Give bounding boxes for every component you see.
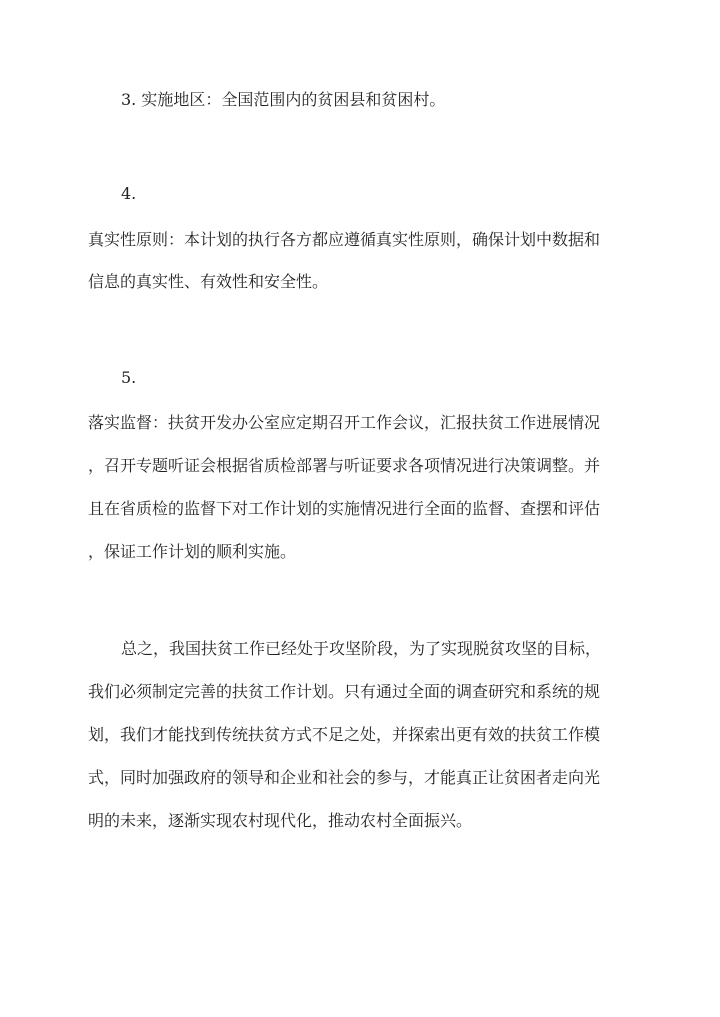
- conclusion-line-4: 式，同时加强政府的领导和企业和社会的参与，才能真正让贫困者走向光: [88, 768, 601, 787]
- item-4-line-1: 真实性原则：本计划的执行各方都应遵循真实性原则，确保计划中数据和: [88, 230, 601, 249]
- item-3-text: 3. 实施地区：全国范围内的贫困县和贫困村。: [121, 90, 446, 109]
- item-5-line-1: 落实监督：扶贫开发办公室应定期召开工作会议，汇报扶贫工作进展情况: [88, 413, 601, 432]
- conclusion-line-2: 我们必须制定完善的扶贫工作计划。只有通过全面的调查研究和系统的规: [88, 682, 601, 701]
- item-5-line-2: ，召开专题听证会根据省质检部署与听证要求各项情况进行决策调整。并: [88, 456, 601, 475]
- item-4-number: 4.: [121, 184, 137, 203]
- item-5-line-3: 且在省质检的监督下对工作计划的实施情况进行全面的监督、查摆和评估: [88, 499, 601, 518]
- conclusion-line-1: 总之，我国扶贫工作已经处于攻坚阶段，为了实现脱贫攻坚的目标，: [121, 639, 602, 658]
- item-4-line-2: 信息的真实性、有效性和安全性。: [88, 272, 329, 291]
- conclusion-line-3: 划，我们才能找到传统扶贫方式不足之处，并探索出更有效的扶贫工作模: [88, 725, 601, 744]
- item-5-number: 5.: [121, 368, 137, 387]
- conclusion-line-5: 明的未来，逐渐实现农村现代化，推动农村全面振兴。: [88, 811, 473, 830]
- item-5-line-4: ，保证工作计划的顺利实施。: [88, 542, 297, 561]
